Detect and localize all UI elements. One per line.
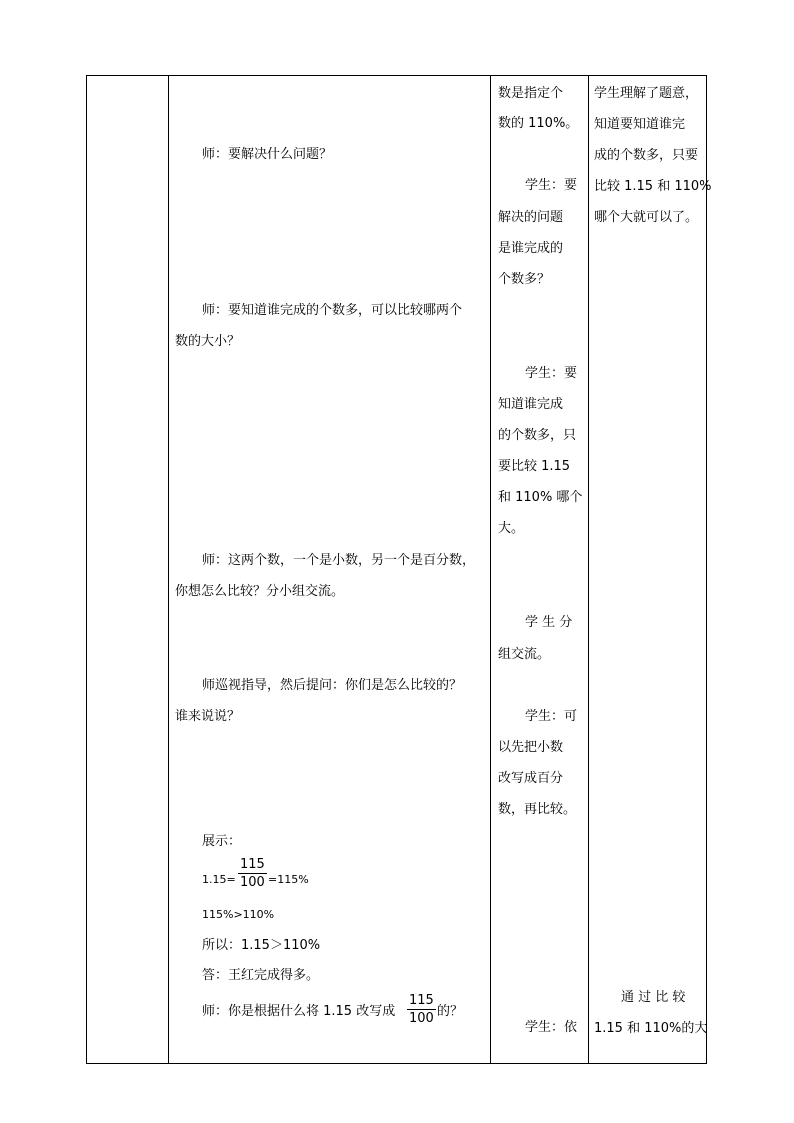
- student-top-line1: 数是指定个: [498, 86, 564, 101]
- fraction-denominator: 100: [409, 1011, 434, 1026]
- student-answer-4-line: 以先把小数: [498, 740, 564, 755]
- teacher-question-2-line2: 数的大小？: [175, 334, 241, 349]
- conclusion-so: 所以：1.15＞110%: [202, 938, 321, 953]
- intent-line: 成的个数多，只要: [594, 148, 699, 163]
- student-answer-1-line: 个数多？: [498, 272, 551, 287]
- student-answer-3-line: 组交流。: [498, 647, 551, 662]
- show-label: 展示：: [202, 834, 242, 849]
- student-answer-2-line: 和 110% 哪个: [498, 490, 583, 505]
- intent-line: 知道要知道谁完: [594, 117, 686, 132]
- teacher-question-1: 师：要解决什么问题？: [202, 147, 333, 162]
- equation-left: 1.15=: [202, 873, 236, 886]
- student-answer-4-line: 学生：可: [525, 709, 578, 724]
- fraction-115-over-100: [238, 857, 267, 890]
- intent-bottom-line2: 1.15 和 110%的大: [594, 1021, 708, 1036]
- student-answer-1-line: 学生：要: [525, 178, 578, 193]
- column-divider: [490, 76, 491, 1063]
- student-answer-4-line: 数，再比较。: [498, 802, 577, 817]
- student-answer-1-line: 解决的问题: [498, 210, 564, 225]
- student-answer-2-line: 知道谁完成: [498, 397, 564, 412]
- intent-line: 比较 1.15 和 110%: [594, 179, 712, 194]
- student-answer-5: 学生：依: [525, 1020, 578, 1035]
- student-answer-1-line: 是谁完成的: [498, 241, 564, 256]
- intent-line: 学生理解了题意，: [594, 86, 699, 101]
- answer-line: 答：王红完成得多。: [202, 968, 320, 983]
- student-answer-3-line: 学 生 分: [525, 615, 573, 630]
- equation-right: =115%: [268, 873, 309, 886]
- fraction-numerator: 115: [409, 993, 434, 1008]
- teacher-question-4-line2: 谁来说说？: [175, 709, 241, 724]
- teacher-question-4-line1: 师巡视指导，然后提问：你们是怎么比较的？: [202, 678, 463, 693]
- student-answer-2-line: 大。: [498, 521, 525, 536]
- teacher-question-5-right: 的？: [437, 1004, 464, 1019]
- intent-bottom-line1: 通 过 比 较: [621, 990, 686, 1005]
- student-answer-2-line: 学生：要: [525, 366, 578, 381]
- student-answer-2-line: 要比较 1.15: [498, 459, 571, 474]
- fraction-denominator: 100: [240, 875, 265, 890]
- student-answer-2-line: 的个数多，只: [498, 428, 577, 443]
- fraction-115-over-100: [407, 993, 436, 1026]
- fraction-numerator: 115: [240, 857, 265, 872]
- teacher-question-3-line1: 师：这两个数，一个是小数，另一个是百分数，: [202, 553, 476, 568]
- teacher-question-5-left: 师：你是根据什么将 1.15 改写成: [202, 1004, 396, 1019]
- intent-line: 哪个大就可以了。: [594, 210, 699, 225]
- comparison-percent: 115%>110%: [202, 908, 275, 921]
- teacher-question-2-line1: 师：要知道谁完成的个数多，可以比较哪两个: [202, 303, 463, 318]
- teacher-question-3-line2: 你想怎么比较？分小组交流。: [175, 584, 345, 599]
- student-top-line2: 数的 110%。: [498, 116, 579, 131]
- student-answer-4-line: 改写成百分: [498, 771, 564, 786]
- column-divider: [168, 76, 169, 1063]
- column-divider: [588, 76, 589, 1063]
